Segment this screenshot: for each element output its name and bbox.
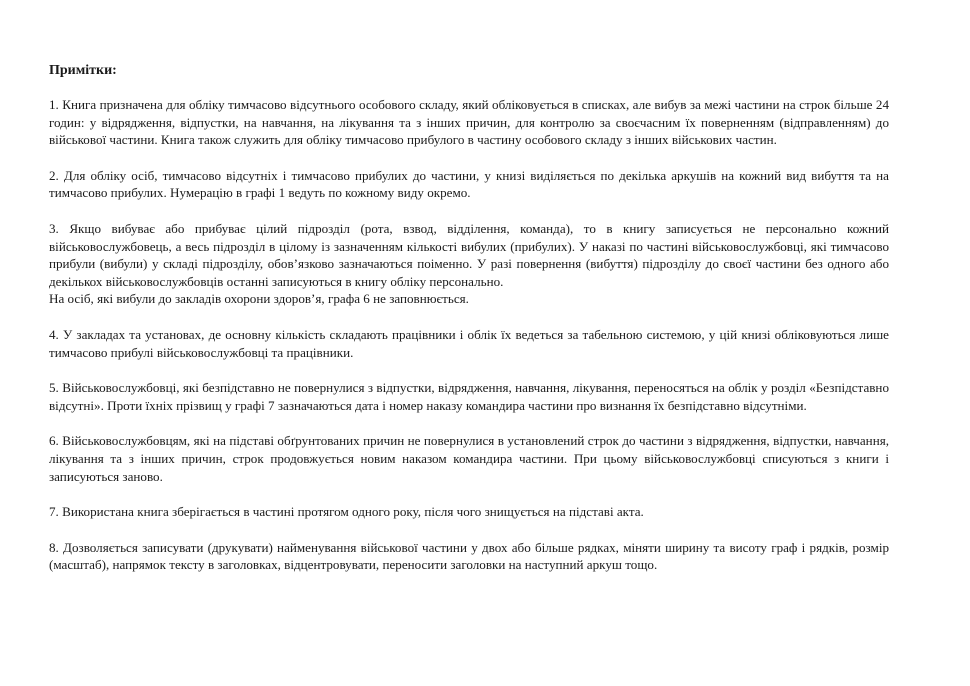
note-text: 3. Якщо вибуває або прибуває цілий підрозділ (рота, взвод, відділення, команда), то в книгу записується не персонально кожний військовослужбовець, а весь підрозділ в цілому із зазначенням кількості вибулих (прибулих). У наказі по частині військовослужбовці, які тимчасово прибули (вибули) у складі підрозділу, обов’язково зазначаються поіменно. У разі повернення (вибуття) підрозділу до своєї частини без одного або декількох військовослужбовців останні записуються в книгу обліку персонально.: [49, 220, 889, 289]
note-text: 2. Для обліку осіб, тимчасово відсутніх і тимчасово прибулих до частини, у книзі виділяється по декілька аркушів на кожний вид вибуття та на тимчасово прибулих. Нумерацію в графі 1 ведуть по кожному виду окремо.: [49, 167, 889, 201]
note-text: 7. Використана книга зберігається в частині протягом одного року, після чого знищується на підставі акта.: [49, 504, 644, 520]
note-paragraph-3: [49, 220, 889, 308]
note-paragraph-4: [49, 326, 889, 361]
note-paragraph-8: [49, 539, 889, 574]
notes-title: Примітки:: [49, 63, 117, 78]
note-paragraph-2: [49, 167, 889, 202]
note-paragraph-1: [49, 96, 889, 149]
note-paragraph-7: [49, 503, 889, 521]
note-text: 5. Військовослужбовці, які безпідставно не повернулися з відпустки, відрядження, навчання, лікування, переносяться на облік у розділ «Безпідставно відсутні». Проти їхніх прізвищ у графі 7 зазначаються дата і номер наказу командира частини про визнання їх безпідставно відсутніми.: [49, 380, 889, 413]
note-text: 1. Книга призначена для обліку тимчасово відсутнього особового складу, який обліковується в списках, але вибув за межі частини на строк більше 24 годин: у відрядження, відпустки, на навчання, на лікування та з інших причин, для контролю за своєчасним їх поверненням (відправленням) до військової частини. Книга також служить для обліку тимчасово прибулого в частину особового складу з інших військових частин.: [49, 97, 889, 148]
notes-page: [49, 62, 889, 592]
note-text-continuation: На осіб, які вибули до закладів охорони здоров’я, графа 6 не заповнюється.: [49, 291, 469, 307]
note-paragraph-6: [49, 432, 889, 485]
note-text: 6. Військовослужбовцям, які на підставі обґрунтованих причин не повернулися в установлений строк до частини з відрядження, відпустки, навчання, лікування та з інших причин, строк продовжується новим наказом командира частини. При цьому військовослужбовці списуються з книги і записуються заново.: [49, 433, 889, 484]
note-text: 4. У закладах та установах, де основну кількість складають працівники і облік їх ведеться за табельною системою, у цій книзі обліковуються лише тимчасово прибулі військовослужбовці та працівники.: [49, 326, 889, 360]
note-paragraph-5: [49, 379, 889, 414]
note-text: 8. Дозволяється записувати (друкувати) найменування військової частини у двох або більше рядках, міняти ширину та висоту граф і рядків, розмір (масштаб), напрямок тексту в заголовках, відцентровувати, переносити заголовки на наступний аркуш тощо.: [49, 539, 889, 573]
